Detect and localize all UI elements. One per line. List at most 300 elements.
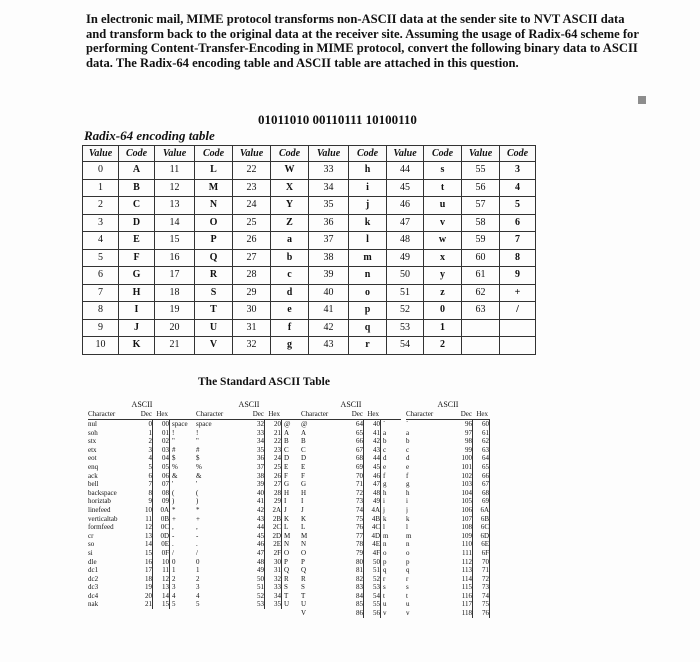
ascii-hex: 66 (472, 472, 490, 481)
ascii-dec: 71 (356, 480, 363, 489)
ascii-dec: 50 (257, 574, 264, 583)
ascii-column-headers (88, 409, 196, 420)
ascii-hex: 25 (264, 463, 282, 472)
ascii-hex: 75 (472, 600, 490, 609)
ascii-col-header: Character (196, 410, 224, 418)
radix64-value-cell: 57 (462, 197, 500, 215)
radix64-value-cell: 36 (309, 214, 349, 232)
ascii-char-glyph: * (172, 505, 176, 514)
ascii-dec: 115 (461, 583, 472, 592)
ascii-hex: 56 (363, 609, 381, 618)
ascii-char-glyph: O (284, 548, 290, 557)
ascii-hex: 61 (472, 429, 490, 438)
ascii-col-header: Dec (351, 410, 363, 418)
ascii-char-name: n (406, 540, 410, 549)
radix64-value-cell: 25 (233, 214, 271, 232)
ascii-dec: 111 (462, 548, 472, 557)
ascii-dec: 41 (257, 497, 264, 506)
ascii-dec: 83 (356, 583, 363, 592)
ascii-char-glyph: k (383, 514, 387, 523)
radix64-code-cell: Y (271, 197, 309, 215)
radix64-value-cell: 3 (83, 214, 119, 232)
radix64-value-cell: 24 (233, 197, 271, 215)
radix64-header: Value (155, 146, 195, 162)
ascii-char-glyph: H (284, 488, 290, 497)
ascii-dec: 79 (356, 548, 363, 557)
ascii-char-glyph: D (284, 454, 290, 463)
radix64-code-cell: a (271, 232, 309, 250)
radix64-code-cell: J (119, 319, 155, 337)
ascii-row (301, 472, 401, 481)
radix64-code-cell: h (349, 162, 387, 180)
ascii-char-name: D (301, 454, 307, 463)
ascii-char-glyph: o (383, 548, 387, 557)
ascii-dec: 113 (461, 566, 472, 575)
ascii-char-name: + (196, 514, 200, 523)
ascii-char-name: r (406, 574, 409, 583)
ascii-row (196, 558, 302, 567)
ascii-dec: 42 (257, 505, 264, 514)
ascii-char-glyph: & (172, 471, 178, 480)
ascii-dec: 3 (148, 445, 152, 454)
ascii-char-glyph: . (172, 540, 174, 549)
ascii-hex: 05 (152, 463, 170, 472)
ascii-char-name: C (301, 445, 306, 454)
radix64-header: Value (387, 146, 424, 162)
ascii-char-name: 2 (196, 574, 200, 583)
radix64-code-cell: t (424, 179, 462, 197)
ascii-row (88, 489, 196, 498)
ascii-dec: 106 (461, 505, 472, 514)
ascii-hex: 70 (472, 558, 490, 567)
ascii-dec: 8 (148, 488, 152, 497)
ascii-group (406, 400, 490, 618)
ascii-row (88, 515, 196, 524)
ascii-char-glyph: S (284, 583, 288, 592)
ascii-hex: 12 (152, 575, 170, 584)
ascii-col-header: Hex (156, 410, 168, 418)
ascii-hex: 0A (152, 506, 170, 515)
ascii-hex: 4F (363, 549, 381, 558)
ascii-row (88, 592, 196, 601)
radix64-value-cell: 6 (83, 267, 119, 285)
radix64-value-cell: 59 (462, 232, 500, 250)
ascii-hex: 0E (152, 540, 170, 549)
ascii-char-name: ` (406, 420, 409, 428)
ascii-hex: 31 (264, 566, 282, 575)
radix64-code-cell: k (349, 214, 387, 232)
ascii-char-name: M (301, 531, 308, 540)
radix64-code-cell: 8 (500, 249, 536, 267)
ascii-dec: 104 (461, 488, 472, 497)
ascii-hex: 6E (472, 540, 490, 549)
ascii-char-name: 0 (196, 557, 200, 566)
ascii-char-name: a (406, 428, 410, 437)
ascii-row (301, 446, 401, 455)
radix64-value-cell: 47 (387, 214, 424, 232)
ascii-char-name: e (406, 462, 410, 471)
ascii-char-glyph: / (172, 548, 174, 557)
ascii-hex: 34 (264, 592, 282, 601)
ascii-hex: 2D (264, 532, 282, 541)
ascii-row (196, 532, 302, 541)
ascii-char-glyph: r (383, 574, 386, 583)
ascii-hex: 71 (472, 566, 490, 575)
ascii-dec: 17 (145, 566, 152, 575)
radix64-row (83, 337, 536, 355)
ascii-dec: 110 (461, 540, 472, 549)
ascii-row (196, 523, 302, 532)
ascii-char-name: T (301, 591, 306, 600)
ascii-char-glyph: I (284, 497, 287, 506)
radix64-value-cell: 14 (155, 214, 195, 232)
ascii-char-glyph: - (172, 531, 175, 540)
ascii-char-name: dle (88, 557, 97, 566)
ascii-char-glyph: e (383, 462, 387, 471)
ascii-char-name: verticaltab (88, 514, 118, 523)
ascii-char-glyph: p (383, 557, 387, 566)
ascii-char-name: v (406, 609, 410, 618)
radix64-row (83, 179, 536, 197)
ascii-char-name: V (301, 609, 307, 618)
ascii-row (301, 600, 401, 609)
ascii-char-glyph: F (284, 471, 288, 480)
ascii-hex: 2C (264, 523, 282, 532)
ascii-row (406, 523, 490, 532)
ascii-row (196, 600, 302, 609)
ascii-dec: 82 (356, 574, 363, 583)
ascii-char-name: dc2 (88, 574, 99, 583)
ascii-char-name: G (301, 480, 307, 489)
ascii-row (301, 592, 401, 601)
ascii-col-header: Hex (367, 410, 379, 418)
ascii-char-name: ' (196, 480, 198, 489)
ascii-char-glyph: 3 (172, 583, 176, 592)
ascii-dec: 80 (356, 557, 363, 566)
ascii-dec: 84 (356, 591, 363, 600)
radix64-value-cell: 8 (83, 302, 119, 320)
ascii-row (196, 463, 302, 472)
ascii-table-title: The Standard ASCII Table (198, 376, 330, 388)
ascii-dec: 40 (257, 488, 264, 497)
radix64-value-cell: 18 (155, 284, 195, 302)
radix64-value-cell: 11 (155, 162, 195, 180)
ascii-row (196, 480, 302, 489)
binary-data: 01011010 00110111 10100110 (258, 112, 417, 127)
radix64-value-cell: 15 (155, 232, 195, 250)
ascii-char-glyph: v (383, 609, 387, 618)
ascii-row (301, 420, 401, 429)
ascii-char-glyph: C (284, 445, 289, 454)
ascii-dec: 66 (356, 437, 363, 446)
ascii-dec: 76 (356, 523, 363, 532)
ascii-dec: 53 (257, 600, 264, 609)
ascii-char-glyph: P (284, 557, 288, 566)
radix64-code-cell: 6 (500, 214, 536, 232)
ascii-row (88, 549, 196, 558)
ascii-char-name: bell (88, 480, 99, 489)
ascii-char-glyph: g (383, 480, 387, 489)
radix64-code-cell: o (349, 284, 387, 302)
ascii-char-glyph: J (284, 505, 287, 514)
ascii-char-glyph: f (383, 471, 386, 480)
radix64-code-cell: l (349, 232, 387, 250)
radix64-value-cell: 31 (233, 319, 271, 337)
ascii-hex: 06 (152, 472, 170, 481)
radix64-value-cell: 50 (387, 267, 424, 285)
ascii-hex: 41 (363, 429, 381, 438)
radix64-row (83, 302, 536, 320)
ascii-char-name: si (88, 548, 93, 557)
ascii-row (406, 600, 490, 609)
ascii-row (88, 437, 196, 446)
radix64-row (83, 197, 536, 215)
ascii-dec: 78 (356, 540, 363, 549)
ascii-col-header: Hex (268, 410, 280, 418)
ascii-char-name: B (301, 437, 306, 446)
radix64-code-cell: y (424, 267, 462, 285)
radix64-code-cell: p (349, 302, 387, 320)
ascii-dec: 75 (356, 514, 363, 523)
radix64-value-cell: 46 (387, 197, 424, 215)
ascii-hex: 48 (363, 489, 381, 498)
ascii-hex: 4C (363, 523, 381, 532)
ascii-hex: 15 (152, 600, 170, 609)
ascii-row (301, 549, 401, 558)
ascii-hex: 33 (264, 583, 282, 592)
ascii-char-glyph: % (172, 462, 178, 471)
ascii-char-name: # (196, 445, 200, 454)
ascii-char-glyph: # (172, 445, 176, 454)
radix64-value-cell: 40 (309, 284, 349, 302)
ascii-char-name: O (301, 548, 307, 557)
radix64-value-cell: 17 (155, 267, 195, 285)
radix64-code-cell: x (424, 249, 462, 267)
radix64-value-cell: 33 (309, 162, 349, 180)
ascii-hex: 2F (264, 549, 282, 558)
ascii-row (88, 575, 196, 584)
radix64-value-cell: 19 (155, 302, 195, 320)
ascii-char-name: so (88, 540, 95, 549)
ascii-group (196, 400, 302, 609)
radix64-code-cell: 5 (500, 197, 536, 215)
radix64-value-cell: 63 (462, 302, 500, 320)
ascii-row (196, 420, 302, 429)
ascii-char-name: dc1 (88, 566, 99, 575)
ascii-hex: 47 (363, 480, 381, 489)
ascii-char-name: p (406, 557, 410, 566)
ascii-row (301, 523, 401, 532)
ascii-row (301, 515, 401, 524)
ascii-row (196, 489, 302, 498)
ascii-char-name: k (406, 514, 410, 523)
ascii-col-header: Character (301, 410, 329, 418)
ascii-char-glyph: i (383, 497, 385, 506)
radix64-value-cell (462, 319, 500, 337)
ascii-hex: 00 (152, 420, 170, 429)
ascii-dec: 96 (465, 420, 472, 428)
ascii-dec: 19 (145, 583, 152, 592)
radix64-value-cell: 48 (387, 232, 424, 250)
ascii-char-name: , (196, 523, 198, 532)
ascii-char-glyph: $ (172, 454, 176, 463)
radix64-code-cell: K (119, 337, 155, 355)
radix64-code-cell: f (271, 319, 309, 337)
ascii-char-name: horiztab (88, 497, 111, 506)
ascii-hex: 4B (363, 515, 381, 524)
ascii-char-name: I (301, 497, 304, 506)
ascii-dec: 5 (148, 462, 152, 471)
ascii-char-name: q (406, 566, 410, 575)
radix64-code-cell: r (349, 337, 387, 355)
ascii-char-name: backspace (88, 488, 117, 497)
radix64-value-cell (462, 337, 500, 355)
ascii-char-name: dc3 (88, 583, 99, 592)
ascii-dec: 107 (461, 514, 472, 523)
radix64-row (83, 284, 536, 302)
radix64-value-cell: 32 (233, 337, 271, 355)
radix64-value-cell: 43 (309, 337, 349, 355)
radix64-value-cell: 9 (83, 319, 119, 337)
ascii-hex: 63 (472, 446, 490, 455)
radix64-value-cell: 61 (462, 267, 500, 285)
ascii-row (406, 420, 490, 429)
ascii-hex: 08 (152, 489, 170, 498)
ascii-hex: 6F (472, 549, 490, 558)
ascii-row (406, 566, 490, 575)
ascii-row (88, 429, 196, 438)
ascii-char-glyph: M (284, 531, 291, 540)
ascii-column-headers (301, 409, 401, 420)
ascii-char-name: stx (88, 437, 97, 446)
ascii-char-name: formfeed (88, 523, 114, 532)
ascii-char-glyph: h (383, 488, 387, 497)
ascii-char-name: g (406, 480, 410, 489)
radix64-value-cell: 26 (233, 232, 271, 250)
radix64-code-cell: C (119, 197, 155, 215)
ascii-hex: 32 (264, 575, 282, 584)
ascii-char-glyph: Q (284, 566, 290, 575)
ascii-char-name: % (196, 462, 202, 471)
ascii-char-name: - (196, 531, 199, 540)
ascii-hex: 42 (363, 437, 381, 446)
radix64-code-cell: c (271, 267, 309, 285)
ascii-row (301, 489, 401, 498)
radix64-code-cell (500, 319, 536, 337)
ascii-col-header: Character (88, 410, 116, 418)
radix64-value-cell: 55 (462, 162, 500, 180)
radix64-code-cell: T (195, 302, 233, 320)
ascii-dec: 11 (145, 514, 152, 523)
ascii-char-name: o (406, 548, 410, 557)
ascii-hex: 24 (264, 454, 282, 463)
ascii-row (406, 463, 490, 472)
radix64-value-cell: 12 (155, 179, 195, 197)
radix64-code-cell: G (119, 267, 155, 285)
ascii-char-glyph: @ (284, 420, 291, 428)
ascii-hex: 46 (363, 472, 381, 481)
radix64-code-cell: u (424, 197, 462, 215)
radix64-code-cell: q (349, 319, 387, 337)
radix64-code-cell: d (271, 284, 309, 302)
ascii-dec: 86 (356, 609, 363, 618)
ascii-char-glyph: d (383, 454, 387, 463)
radix64-code-cell: w (424, 232, 462, 250)
ascii-row (88, 540, 196, 549)
ascii-hex: 13 (152, 583, 170, 592)
radix64-value-cell: 53 (387, 319, 424, 337)
radix64-value-cell: 22 (233, 162, 271, 180)
ascii-char-glyph: T (284, 591, 289, 600)
ascii-hex: 0D (152, 532, 170, 541)
ascii-dec: 35 (257, 445, 264, 454)
ascii-row (406, 437, 490, 446)
ascii-hex: 6B (472, 515, 490, 524)
ascii-hex: 6D (472, 532, 490, 541)
radix64-code-cell: g (271, 337, 309, 355)
ascii-char-name: H (301, 488, 307, 497)
ascii-char-name: U (301, 600, 307, 609)
ascii-dec: 69 (356, 462, 363, 471)
radix64-header: Code (500, 146, 536, 162)
ascii-dec: 1 (148, 428, 152, 437)
ascii-char-name: b (406, 437, 410, 446)
ascii-row (406, 592, 490, 601)
ascii-col-header: Character (406, 410, 434, 418)
ascii-row (301, 454, 401, 463)
ascii-char-glyph: 4 (172, 591, 176, 600)
ascii-row (88, 566, 196, 575)
radix64-code-cell: 4 (500, 179, 536, 197)
ascii-hex: 43 (363, 446, 381, 455)
ascii-dec: 14 (145, 540, 152, 549)
ascii-hex: 11 (152, 566, 170, 575)
ascii-col-header: Dec (460, 410, 472, 418)
ascii-dec: 68 (356, 454, 363, 463)
ascii-hex: 0B (152, 515, 170, 524)
ascii-row (88, 497, 196, 506)
ascii-row (301, 575, 401, 584)
ascii-char-name: 4 (196, 591, 200, 600)
ascii-row (301, 480, 401, 489)
ascii-char-glyph: L (284, 523, 289, 532)
ascii-char-name: l (406, 523, 408, 532)
ascii-dec: 85 (356, 600, 363, 609)
radix64-code-cell: 0 (424, 302, 462, 320)
radix64-code-cell: 1 (424, 319, 462, 337)
ascii-hex: 51 (363, 566, 381, 575)
ascii-column-headers (406, 409, 490, 420)
ascii-char-glyph: ! (172, 428, 175, 437)
ascii-row (406, 454, 490, 463)
radix64-code-cell: S (195, 284, 233, 302)
ascii-row (196, 592, 302, 601)
ascii-hex: 04 (152, 454, 170, 463)
ascii-hex: 07 (152, 480, 170, 489)
ascii-hex: 14 (152, 592, 170, 601)
ascii-dec: 4 (148, 454, 152, 463)
ascii-dec: 102 (461, 471, 472, 480)
ascii-hex: 30 (264, 558, 282, 567)
radix64-value-cell: 16 (155, 249, 195, 267)
radix64-code-cell: b (271, 249, 309, 267)
ascii-row (301, 566, 401, 575)
ascii-hex: 35 (264, 600, 282, 609)
radix64-value-cell: 7 (83, 284, 119, 302)
radix64-header-row (83, 146, 536, 162)
radix64-row (83, 162, 536, 180)
radix64-value-cell: 58 (462, 214, 500, 232)
